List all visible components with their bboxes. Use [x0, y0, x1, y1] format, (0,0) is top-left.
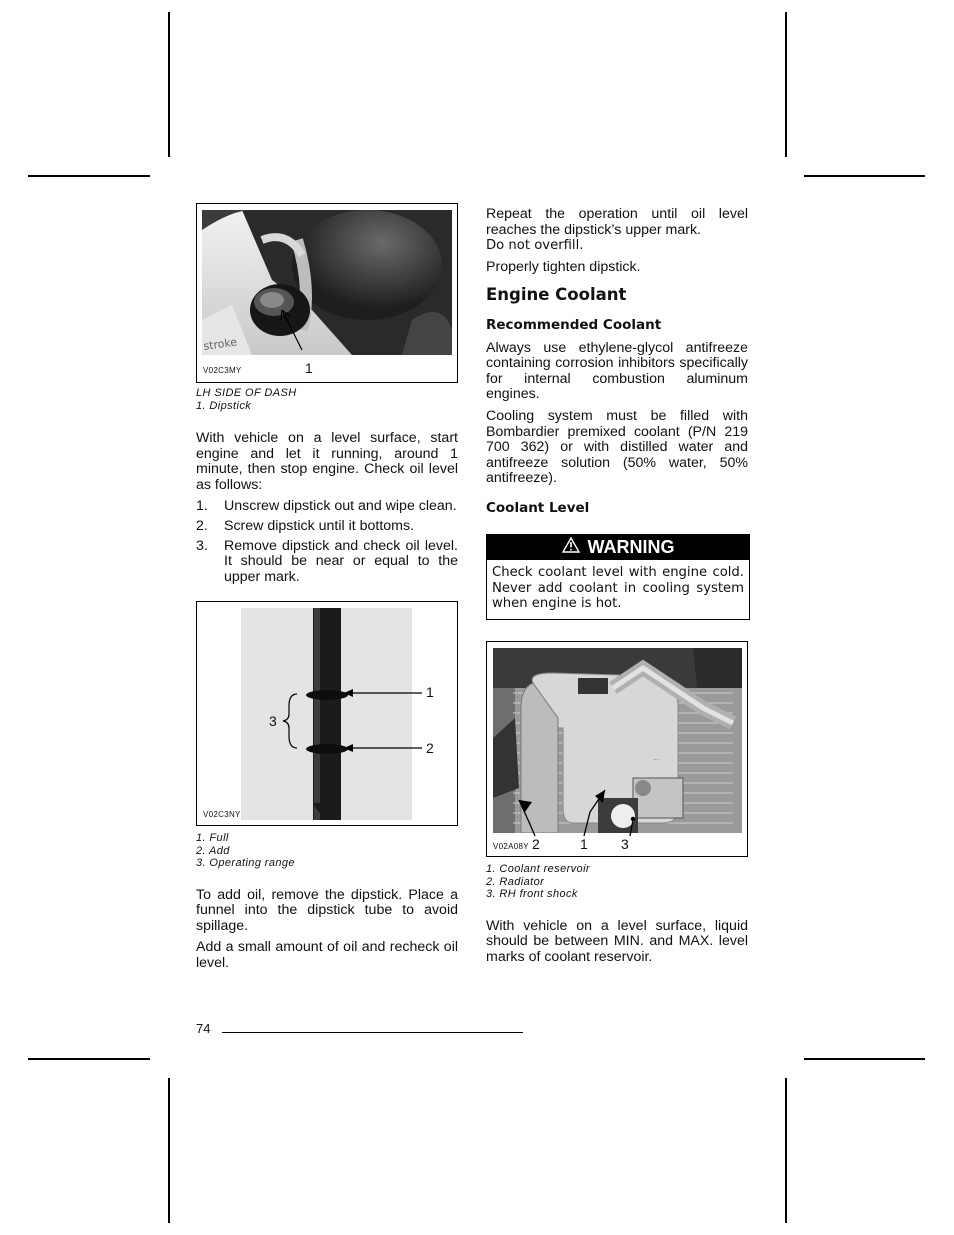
heading-coolant-level: Coolant Level: [486, 499, 590, 516]
figure2-caption: [196, 832, 458, 870]
list-item: [196, 499, 458, 515]
crop-mark: [168, 1078, 170, 1223]
reservoir-marking: ...: [653, 755, 659, 762]
heading-recommended-coolant: Recommended Coolant: [486, 316, 662, 333]
intro-paragraph: With vehicle on a level surface, start engine and let it running, around 1 minute, then stop engine. Check oil level as follows:: [196, 430, 458, 493]
repeat-text: Repeat the operation until oil level reaches the dipstick’s upper mark.: [486, 206, 748, 238]
caption-item: 2. Add: [196, 844, 230, 857]
paragraph: To add oil, remove the dipstick. Place a funnel into the dipstick tube to avoid spillage.: [196, 886, 458, 934]
coolant-callouts: [487, 642, 749, 858]
caption-title: LH SIDE OF DASH: [196, 387, 297, 399]
callout-reservoir: 1: [580, 836, 588, 852]
paragraph: [486, 207, 748, 254]
photo-stroke-label: stroke: [202, 335, 238, 353]
warning-box: [486, 534, 750, 620]
callout-shock: 3: [621, 836, 629, 852]
paragraph: Cooling system must be filled with Bombardier premixed coolant (P/N 219 700 362) or with distilled water and antifreeze solution (50% water, 50% antifreeze).: [486, 407, 748, 487]
crop-mark: [28, 1058, 150, 1060]
figure1-caption: [196, 387, 458, 412]
step-text: Remove dipstick and check oil level. It should be near or equal to the upper mark.: [224, 537, 458, 585]
callout-add: 2: [426, 740, 434, 756]
caption-item: 1. Dipstick: [196, 399, 252, 412]
callout-1: 1: [305, 360, 313, 376]
warning-text: Check coolant level with engine cold. Never add coolant in cooling system when engine is hot.: [492, 565, 744, 612]
paragraph: Add a small amount of oil and recheck oil level.: [196, 939, 458, 971]
callout-range: 3: [269, 713, 277, 729]
do-not-overfill: Do not overfill.: [486, 238, 584, 254]
figure-code: V02C3NY: [203, 810, 241, 819]
crop-mark: [785, 12, 787, 157]
crop-mark: [28, 175, 150, 177]
paragraph: Always use ethylene-glycol antifreeze containing corrosion inhibitors specifically for internal combustion aluminum engines.: [486, 339, 748, 403]
warning-triangle-icon: [562, 537, 580, 558]
crop-mark: [804, 1058, 925, 1060]
figure-code: V02C3MY: [203, 366, 242, 375]
figure-coolant-reservoir: [486, 641, 748, 857]
right-column-lower: [486, 863, 748, 971]
page-number: 74: [196, 1021, 211, 1036]
crop-mark: [785, 1078, 787, 1223]
step-number: 2.: [196, 517, 208, 534]
right-column: [486, 207, 748, 524]
figure3-caption: [486, 863, 748, 901]
callout-radiator: 2: [532, 836, 540, 852]
dipstick-callouts: [197, 602, 459, 827]
crop-mark: [804, 175, 925, 177]
step-number: 3.: [196, 537, 208, 554]
warning-title: WARNING: [587, 537, 675, 557]
left-column-lower: [196, 832, 458, 977]
footer-rule: [222, 1032, 523, 1033]
caption-item: 1. Coolant reservoir: [486, 863, 590, 875]
crop-mark: [168, 12, 170, 157]
step-text: Screw dipstick until it bottoms.: [224, 517, 415, 534]
paragraph: With vehicle on a level surface, liquid should be between MIN. and MAX. level marks of coolant reservoir.: [486, 917, 748, 965]
figure-dipstick: [196, 601, 458, 826]
list-item: [196, 519, 458, 535]
caption-item: 3. RH front shock: [486, 888, 578, 900]
step-number: 1.: [196, 498, 208, 515]
figure-code: V02A08Y: [493, 842, 529, 851]
heading-engine-coolant: Engine Coolant: [486, 285, 627, 305]
caption-item: 3. Operating range: [196, 857, 295, 869]
figure-dash-photo: [196, 203, 458, 383]
list-item: [196, 539, 458, 586]
caption-item: 2. Radiator: [486, 875, 545, 888]
dash-photo: [202, 210, 452, 355]
warning-header: [487, 535, 749, 560]
paragraph: Properly tighten dipstick.: [486, 258, 641, 275]
steps-list: [196, 499, 458, 585]
step-text: Unscrew dipstick out and wipe clean.: [224, 498, 457, 515]
callout-full: 1: [426, 684, 434, 700]
left-column: [196, 387, 458, 589]
caption-item: 1. Full: [196, 832, 229, 844]
